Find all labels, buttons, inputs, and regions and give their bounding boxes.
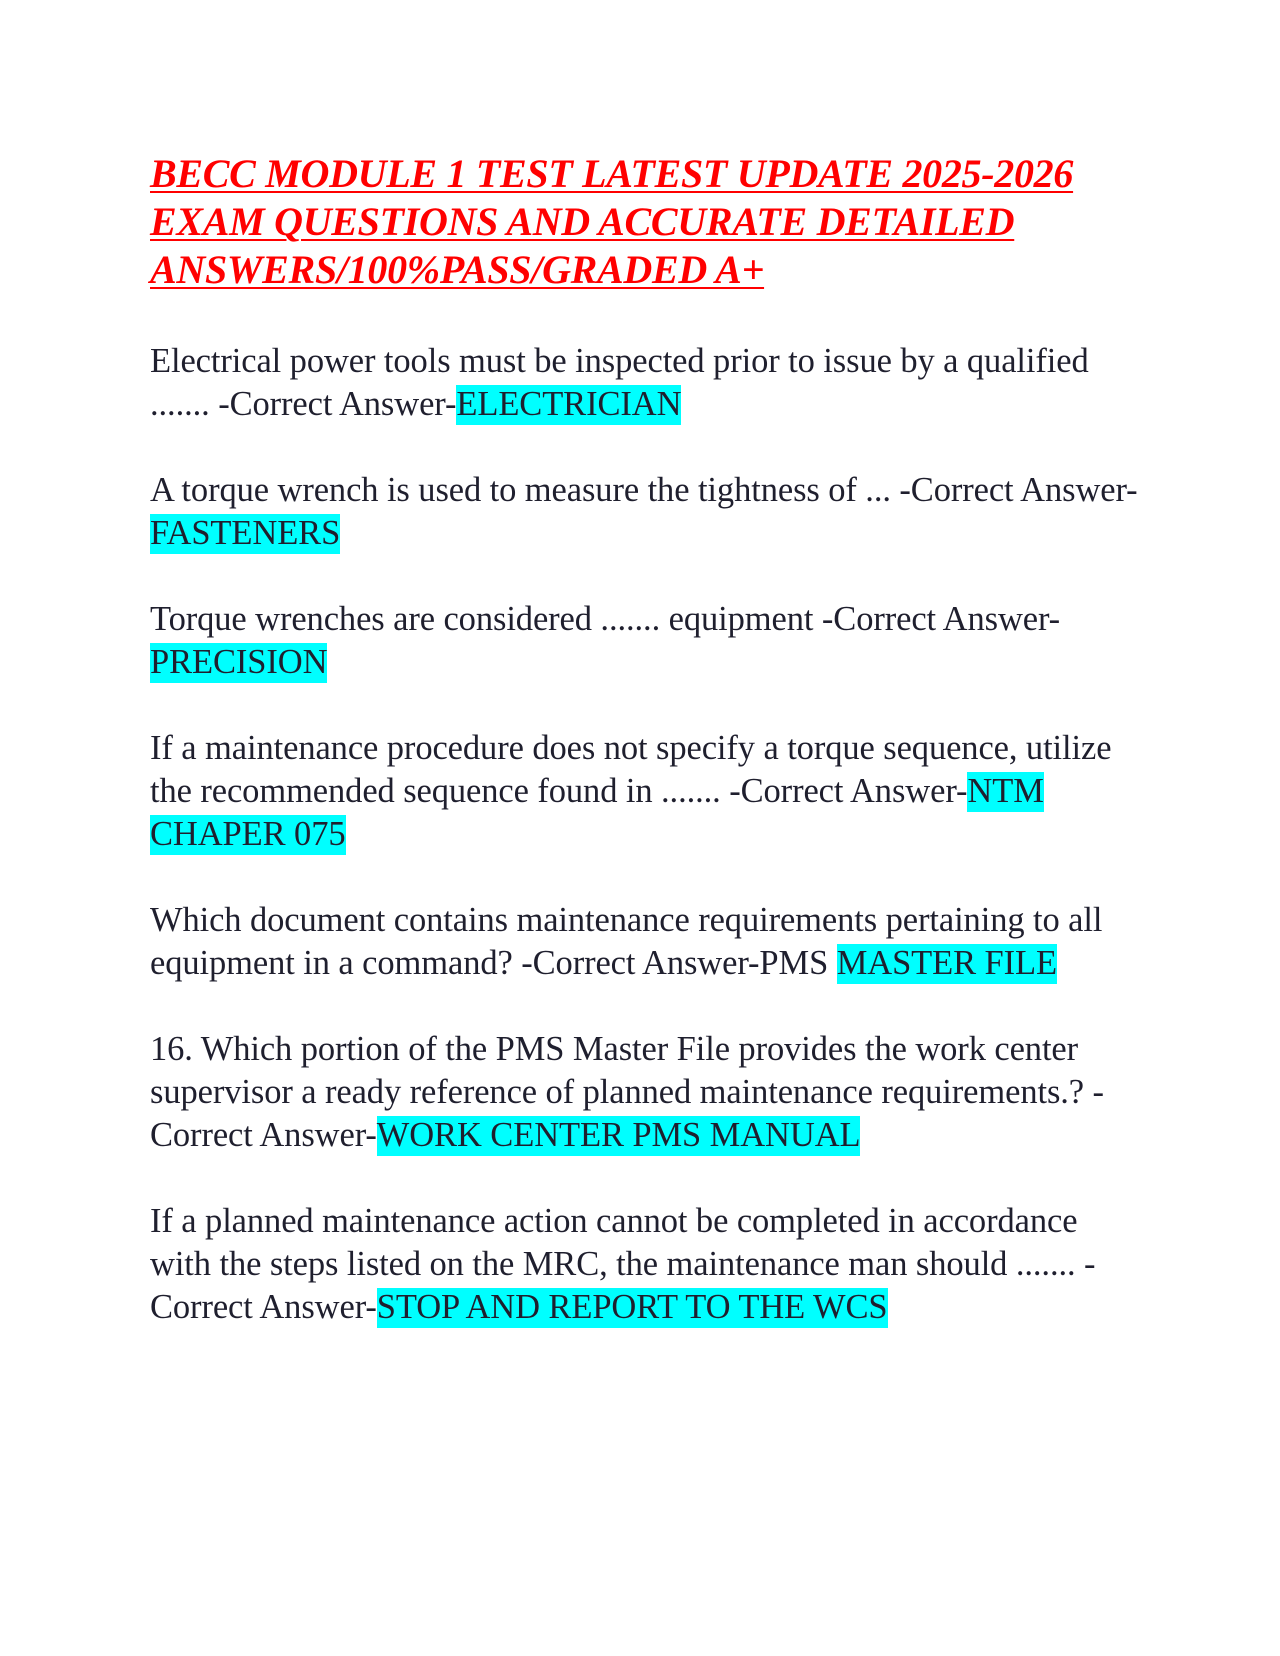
question-text: If a planned maintenance action cannot be completed in accordance with the steps listed on the MRC, the maintenance man should ....... -Correct Answer- (150, 1202, 1096, 1326)
answer-highlight: WORK CENTER PMS MANUAL (376, 1116, 861, 1154)
qa-item-5 (150, 899, 1140, 985)
answer-highlight: STOP AND REPORT TO THE WCS (376, 1288, 888, 1326)
document-title (150, 150, 1140, 294)
qa-item-7 (150, 1200, 1140, 1329)
question-text: If a maintenance procedure does not specify a torque sequence, utilize the recommended sequence found in ....... -Correct Answer- (150, 729, 1112, 810)
qa-item-3 (150, 598, 1140, 684)
title-line-1: BECC MODULE 1 TEST LATEST UPDATE 2025-2026 (150, 151, 1074, 196)
answer-highlight: NTM CHAPER 075 (150, 772, 1044, 853)
answer-highlight: PRECISION (150, 643, 328, 681)
answer-highlight: ELECTRICIAN (456, 385, 682, 423)
question-text: Which document contains maintenance requirements pertaining to all equipment in a command? -Correct Answer-PMS (150, 901, 1103, 982)
question-text: Torque wrenches are considered ....... equipment -Correct Answer- (150, 600, 1061, 638)
question-text: A torque wrench is used to measure the tightness of ... -Correct Answer- (150, 471, 1138, 509)
question-text: 16. Which portion of the PMS Master File provides the work center supervisor a ready reference of planned maintenance requirements.? -Correct Answer- (150, 1030, 1104, 1154)
qa-item-6 (150, 1028, 1140, 1157)
title-line-2: EXAM QUESTIONS AND ACCURATE DETAILED (150, 199, 1015, 244)
qa-item-1 (150, 340, 1140, 426)
answer-highlight: MASTER FILE (836, 944, 1057, 982)
question-answer-list (150, 340, 1140, 1329)
answer-highlight: FASTENERS (150, 514, 341, 552)
qa-item-4 (150, 727, 1140, 856)
document-page (150, 150, 1140, 1372)
title-line-3: ANSWERS/100%PASS/GRADED A+ (150, 247, 765, 292)
qa-item-2 (150, 469, 1140, 555)
question-text: Electrical power tools must be inspected prior to issue by a qualified ....... -Correct Answer- (150, 342, 1089, 423)
